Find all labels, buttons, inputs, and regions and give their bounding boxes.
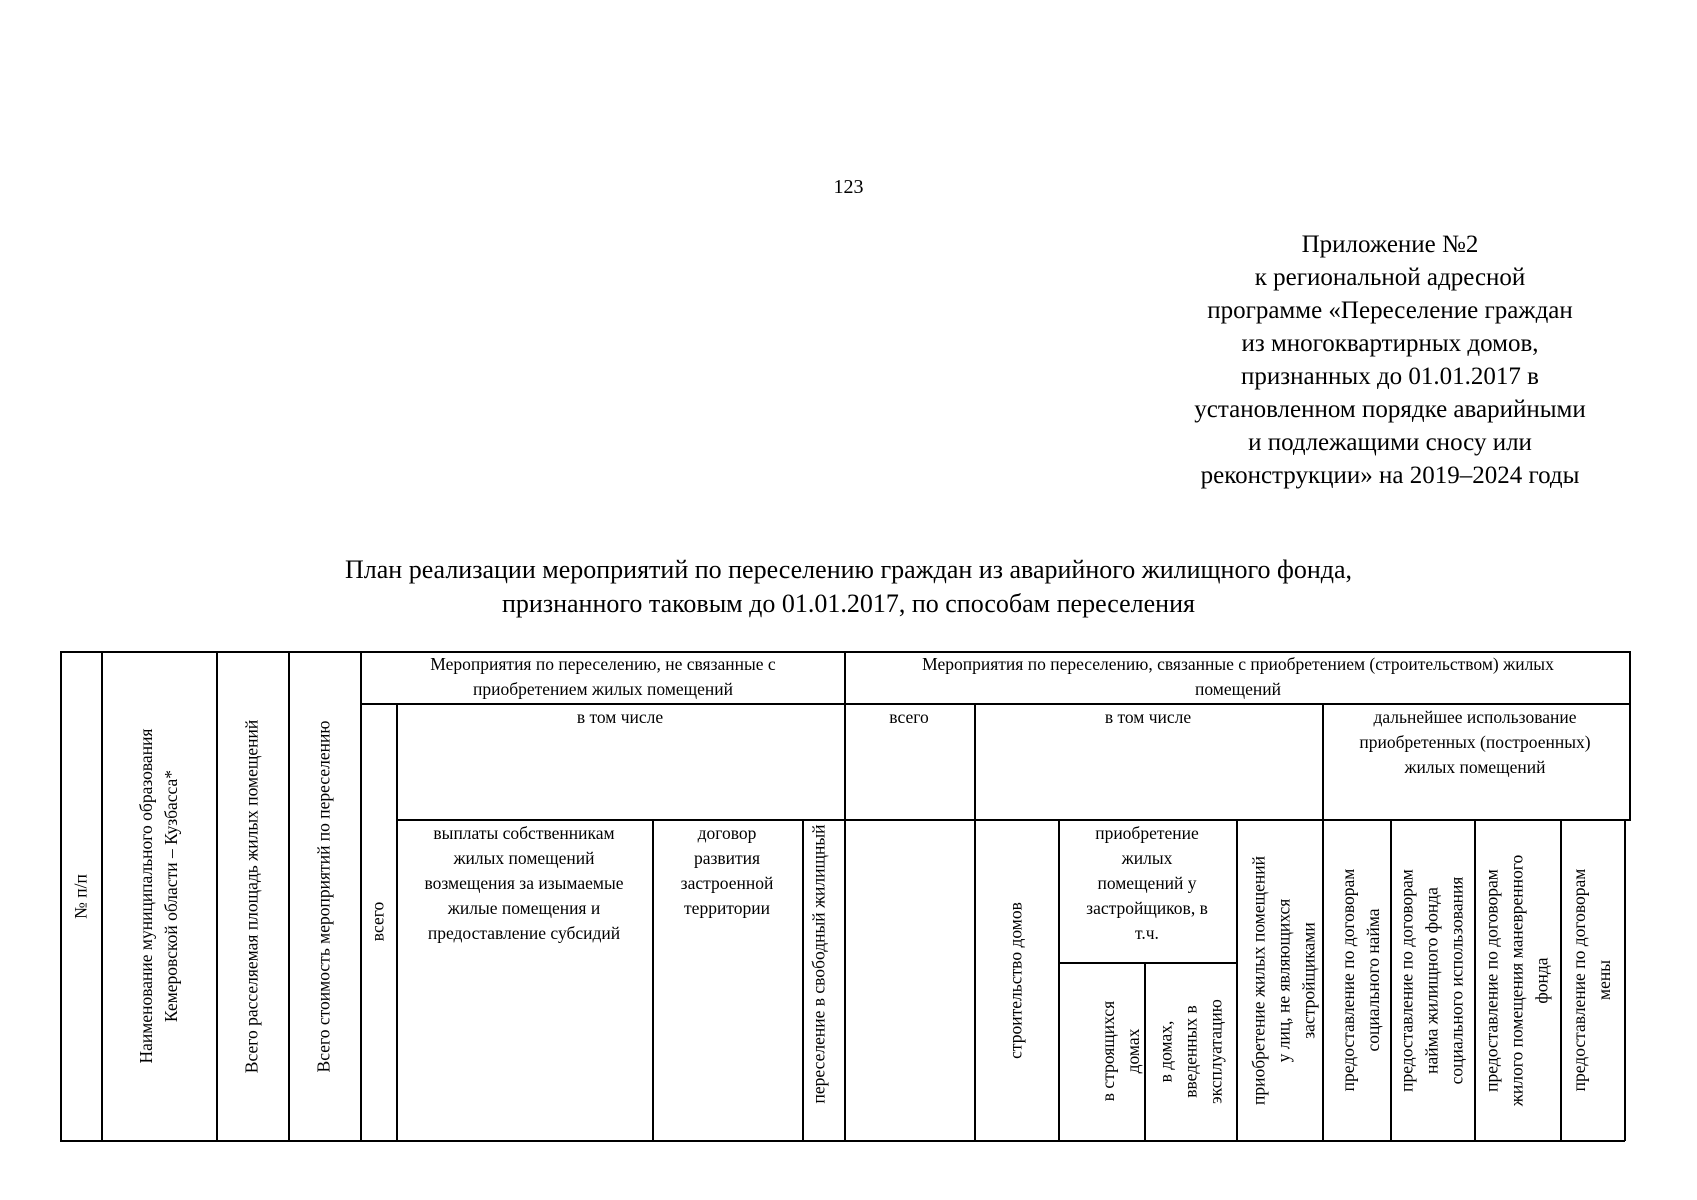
appendix-line: программе «Переселение граждан — [1207, 297, 1573, 324]
header-cost: Всего стоимость мероприятий по переселению — [313, 720, 334, 1073]
header-maneuver-fund-line: фонда — [1531, 957, 1552, 1004]
header-unrelated-including: в том числе — [576, 707, 664, 727]
header-purchase-non-developers-line: застройщиками — [1298, 922, 1319, 1039]
header-development-line: договор — [697, 823, 757, 843]
header-purchase-developers-line: помещений у — [1097, 873, 1197, 893]
appendix-line: установленном порядке аварийными — [1194, 396, 1586, 423]
group-related-line: Мероприятия по переселению, связанные с приобретением (строительством) жилых — [922, 654, 1554, 674]
appendix-block — [1150, 228, 1630, 492]
header-commissioned-line: эксплуатацию — [1205, 999, 1226, 1104]
header-social-use-rent — [1395, 826, 1470, 1136]
appendix-line: Приложение №2 — [1301, 231, 1479, 258]
header-purchase-non-developers-line: приобретение жилых помещений — [1248, 856, 1269, 1105]
plan-title — [0, 553, 1697, 621]
header-purchase-developers-line: жилых — [1121, 848, 1173, 868]
header-commissioned — [1154, 967, 1229, 1137]
header-development-line: застроенной — [680, 873, 774, 893]
header-social-use-rent-line: найма жилищного фонда — [1421, 887, 1442, 1074]
header-development-line: развития — [693, 848, 761, 868]
group-related-line: помещений — [1195, 679, 1281, 699]
header-payments — [398, 821, 650, 946]
header-construction: строительство домов — [1005, 902, 1026, 1059]
header-commissioned-line: в домах, — [1155, 1020, 1176, 1083]
header-municipality-line: Наименование муниципального образования — [136, 728, 156, 1064]
header-payments-line: выплаты собственникам — [433, 823, 615, 843]
header-further-use-line: жилых помещений — [1404, 757, 1546, 777]
header-payments-line: предоставление субсидий — [427, 923, 621, 943]
header-purchase-developers-line: застройщиков, в — [1086, 898, 1208, 918]
appendix-line: признанных до 01.01.2017 в — [1241, 363, 1539, 390]
header-purchase-non-developers-line: у лиц, не являющихся — [1273, 898, 1294, 1063]
header-social-rent-line: социального найма — [1363, 908, 1383, 1052]
header-social-rent-line: предоставление по договорам — [1338, 868, 1358, 1092]
header-under-construction — [1096, 966, 1146, 1136]
group-related-header — [848, 652, 1628, 702]
header-free-housing: переселение в свободный жилищный — [808, 824, 829, 1104]
header-purchase-non-developers — [1247, 826, 1322, 1136]
header-unrelated-total: всего — [367, 901, 388, 942]
header-maneuver-fund-line: предоставление по договорам — [1481, 869, 1502, 1092]
header-exchange-line: предоставление по договорам — [1569, 868, 1589, 1092]
header-payments-line: возмещения за изымаемые — [424, 873, 624, 893]
header-further-use-line: приобретенных (построенных) — [1359, 732, 1591, 752]
appendix-line: и подлежащими сносу или — [1248, 429, 1532, 456]
group-unrelated-line: Мероприятия по переселению, не связанные с — [430, 654, 776, 674]
header-development — [654, 821, 800, 921]
page-number: 123 — [833, 176, 864, 198]
header-municipality-line: Кемеровской области – Кузбасса* — [161, 769, 181, 1023]
header-under-construction-line: домах — [1123, 1028, 1143, 1074]
group-unrelated-line: приобретением жилых помещений — [472, 679, 734, 699]
header-purchase-developers-line: т.ч. — [1135, 923, 1159, 943]
header-further-use — [1324, 705, 1626, 780]
header-development-line: территории — [684, 898, 770, 918]
appendix-line: реконструкции» на 2019–2024 годы — [1200, 462, 1580, 489]
plan-title-line-2: признанного таковым до 01.01.2017, по способам переселения — [502, 589, 1195, 618]
header-further-use-line: дальнейшее использование — [1373, 707, 1577, 727]
header-related-total: всего — [889, 707, 929, 727]
appendix-line: к региональной адресной — [1254, 264, 1526, 291]
appendix-line: из многоквартирных домов, — [1241, 330, 1539, 357]
header-related-including: в том числе — [1104, 707, 1192, 727]
header-exchange-line: мены — [1594, 960, 1614, 1000]
header-under-construction-line: в строящихся — [1098, 1000, 1118, 1102]
header-municipality — [134, 651, 184, 1141]
header-social-use-rent-line: предоставление по договорам — [1396, 869, 1417, 1092]
plan-title-line-1: План реализации мероприятий по переселению граждан из аварийного жилищного фонда, — [344, 555, 1353, 584]
header-exchange — [1567, 825, 1617, 1135]
header-purchase-developers — [1060, 821, 1234, 946]
header-maneuver-fund — [1480, 826, 1555, 1136]
header-social-use-rent-line: социального использования — [1446, 876, 1467, 1085]
header-purchase-developers-line: приобретение — [1095, 823, 1199, 843]
header-number: № п/п — [70, 874, 91, 919]
header-maneuver-fund-line: жилого помещения маневренного — [1506, 854, 1527, 1107]
header-area: Всего расселяемая площадь жилых помещений — [241, 719, 262, 1074]
header-payments-line: жилые помещения и — [447, 898, 601, 918]
header-payments-line: жилых помещений — [453, 848, 595, 868]
header-commissioned-line: введенных в — [1180, 1005, 1201, 1098]
header-social-rent — [1336, 825, 1386, 1135]
group-unrelated-header — [364, 652, 842, 702]
